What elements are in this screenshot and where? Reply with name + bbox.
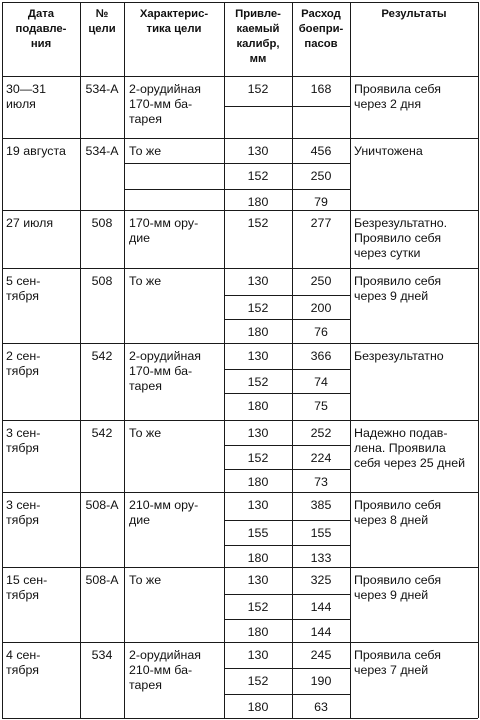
cell-target-no: 534 — [91, 648, 113, 662]
cell-ammo: 385 — [310, 498, 332, 512]
cell-result: Безрезультатно. — [354, 216, 448, 230]
cell-ammo: 250 — [310, 274, 332, 288]
subrow-divider — [224, 295, 350, 296]
cell-ammo: 79 — [314, 195, 328, 209]
cell-target-desc: 170-мм ба- — [129, 364, 193, 378]
cell-date: 5 сен- — [6, 274, 41, 288]
row-divider — [2, 210, 478, 211]
cell-caliber: 152 — [247, 451, 269, 465]
cell-result: через 9 дней — [354, 588, 429, 602]
cell-target-desc: 2-орудийная — [129, 82, 201, 96]
cell-ammo: 200 — [310, 301, 332, 315]
cell-result: себя через 25 дней — [354, 456, 466, 470]
cell-date: 3 сен- — [6, 426, 41, 440]
cell-target-desc: 170-мм ба- — [129, 97, 193, 111]
cell-result: через 8 дней — [354, 513, 429, 527]
cell-target-no: 508-А — [85, 498, 119, 512]
cell-caliber: 180 — [247, 325, 269, 339]
cell-caliber: 152 — [247, 600, 269, 614]
subrow-divider — [224, 393, 350, 394]
table-border-bottom — [2, 718, 478, 719]
cell-caliber: 130 — [247, 426, 269, 440]
cell-caliber: 130 — [247, 144, 269, 158]
cell-ammo: 250 — [310, 169, 332, 183]
cell-target-no: 508-А — [85, 573, 119, 587]
subrow-divider — [224, 469, 350, 470]
subrow-divider — [224, 106, 350, 107]
header-target-desc: Характерис- — [139, 8, 209, 20]
cell-target-desc: То же — [129, 144, 162, 158]
header-results: Результаты — [381, 8, 447, 20]
cell-target-no: 542 — [91, 426, 113, 440]
cell-result: Проявило себя — [354, 274, 442, 288]
cell-result: Проявило себя — [354, 231, 442, 245]
subrow-divider — [224, 545, 350, 546]
cell-caliber: 152 — [247, 301, 269, 315]
subrow-divider — [124, 163, 350, 164]
cell-result: через 2 дня — [354, 97, 422, 111]
subrow-divider — [224, 319, 350, 320]
cell-caliber: 130 — [247, 648, 269, 662]
cell-ammo: 252 — [310, 426, 332, 440]
header-caliber: каемый — [236, 23, 280, 35]
cell-target-no: 534-А — [85, 144, 119, 158]
cell-ammo: 325 — [310, 573, 332, 587]
cell-target-desc: То же — [129, 274, 162, 288]
cell-date: тября — [6, 513, 39, 527]
table-border-right — [478, 2, 479, 718]
cell-target-desc: 210-мм ба- — [129, 663, 193, 677]
cell-caliber: 152 — [247, 216, 269, 230]
cell-caliber: 155 — [247, 526, 269, 540]
cell-ammo: 168 — [310, 82, 332, 96]
cell-caliber: 130 — [247, 573, 269, 587]
cell-target-no: 542 — [91, 349, 113, 363]
cell-ammo: 245 — [310, 648, 332, 662]
header-target-desc: тика цели — [146, 23, 202, 35]
cell-date: 3 сен- — [6, 498, 41, 512]
cell-target-desc: тарея — [129, 112, 162, 126]
row-divider — [2, 343, 478, 344]
row-divider — [2, 420, 478, 421]
cell-caliber: 180 — [247, 625, 269, 639]
cell-date: тября — [6, 663, 39, 677]
cell-target-no: 508 — [91, 274, 113, 288]
subrow-divider — [224, 520, 350, 521]
cell-ammo: 74 — [314, 375, 328, 389]
header-date: ния — [30, 38, 52, 50]
cell-ammo: 144 — [310, 625, 332, 639]
cell-target-desc: 170-мм ору- — [129, 216, 199, 230]
header-date: Дата — [27, 8, 55, 20]
header-divider — [2, 76, 478, 77]
subrow-divider — [124, 189, 350, 190]
cell-target-desc: То же — [129, 573, 162, 587]
row-divider — [2, 492, 478, 493]
table-border-top — [2, 2, 478, 3]
cell-target-desc: 2-орудийная — [129, 349, 201, 363]
cell-date: 19 августа — [6, 144, 66, 158]
cell-caliber: 130 — [247, 349, 269, 363]
header-caliber: калибр, — [236, 38, 280, 50]
subrow-divider — [224, 668, 350, 669]
cell-target-no: 534-А — [85, 82, 119, 96]
cell-caliber: 152 — [247, 375, 269, 389]
cell-result: Надежно подав- — [354, 426, 448, 440]
cell-caliber: 130 — [247, 274, 269, 288]
cell-target-desc: 2-орудийная — [129, 648, 201, 662]
cell-date: 30—31 — [6, 82, 46, 96]
cell-caliber: 152 — [247, 674, 269, 688]
cell-caliber: 180 — [247, 551, 269, 565]
cell-ammo: 366 — [310, 349, 332, 363]
cell-result: Проявило себя — [354, 573, 442, 587]
cell-caliber: 180 — [247, 195, 269, 209]
cell-caliber: 180 — [247, 475, 269, 489]
cell-result: Уничтожена — [354, 144, 423, 158]
cell-caliber: 180 — [247, 700, 269, 714]
cell-ammo: 155 — [310, 526, 332, 540]
subrow-divider — [224, 694, 350, 695]
subrow-divider — [224, 369, 350, 370]
cell-caliber: 180 — [247, 399, 269, 413]
cell-date: тября — [6, 364, 39, 378]
subrow-divider — [224, 445, 350, 446]
row-divider — [2, 642, 478, 643]
header-target-no: цели — [88, 23, 116, 35]
cell-target-desc: То же — [129, 426, 162, 440]
cell-result: через сутки — [354, 246, 421, 260]
cell-result: Безрезультатно — [354, 349, 444, 363]
cell-ammo: 224 — [310, 451, 332, 465]
cell-date: тября — [6, 588, 39, 602]
header-date: подавле- — [15, 23, 67, 35]
cell-ammo: 76 — [314, 325, 328, 339]
cell-ammo: 277 — [310, 216, 332, 230]
cell-result: лена. Проявила — [354, 441, 446, 455]
cell-caliber: 152 — [247, 82, 269, 96]
cell-target-desc: тарея — [129, 678, 162, 692]
cell-date: июля — [6, 97, 36, 111]
cell-target-desc: 210-мм ору- — [129, 498, 199, 512]
header-caliber: мм — [249, 53, 267, 65]
cell-result: Проявила себя — [354, 82, 441, 96]
cell-date: 15 сен- — [6, 573, 48, 587]
subrow-divider — [224, 594, 350, 595]
cell-caliber: 152 — [247, 169, 269, 183]
cell-ammo: 190 — [310, 674, 332, 688]
cell-date: 4 сен- — [6, 648, 41, 662]
cell-target-no: 508 — [91, 216, 113, 230]
cell-target-desc: дие — [129, 231, 151, 245]
header-caliber: Привле- — [235, 8, 281, 20]
cell-ammo: 73 — [314, 475, 328, 489]
row-divider — [2, 138, 478, 139]
cell-ammo: 63 — [314, 700, 328, 714]
row-divider — [2, 567, 478, 568]
row-divider — [2, 268, 478, 269]
column-divider — [350, 2, 351, 718]
cell-result: Проявила себя — [354, 648, 441, 662]
cell-ammo: 456 — [310, 144, 332, 158]
cell-caliber: 130 — [247, 498, 269, 512]
cell-target-desc: дие — [129, 513, 151, 527]
cell-ammo: 144 — [310, 600, 332, 614]
cell-date: тября — [6, 289, 39, 303]
cell-date: тября — [6, 441, 39, 455]
cell-ammo: 75 — [314, 399, 328, 413]
header-ammo: Расход — [301, 8, 341, 20]
column-divider — [124, 2, 125, 718]
subrow-divider — [224, 619, 350, 620]
table-border-left — [2, 2, 3, 718]
header-ammo: пасов — [304, 38, 338, 50]
cell-result: Проявило себя — [354, 498, 442, 512]
cell-ammo: 133 — [310, 551, 332, 565]
cell-result: через 7 дней — [354, 663, 429, 677]
cell-target-desc: тарея — [129, 379, 162, 393]
header-ammo: боепри- — [298, 23, 344, 35]
cell-result: через 9 дней — [354, 289, 429, 303]
header-target-no: № — [95, 8, 109, 20]
cell-date: 27 июля — [6, 216, 54, 230]
cell-date: 2 сен- — [6, 349, 41, 363]
